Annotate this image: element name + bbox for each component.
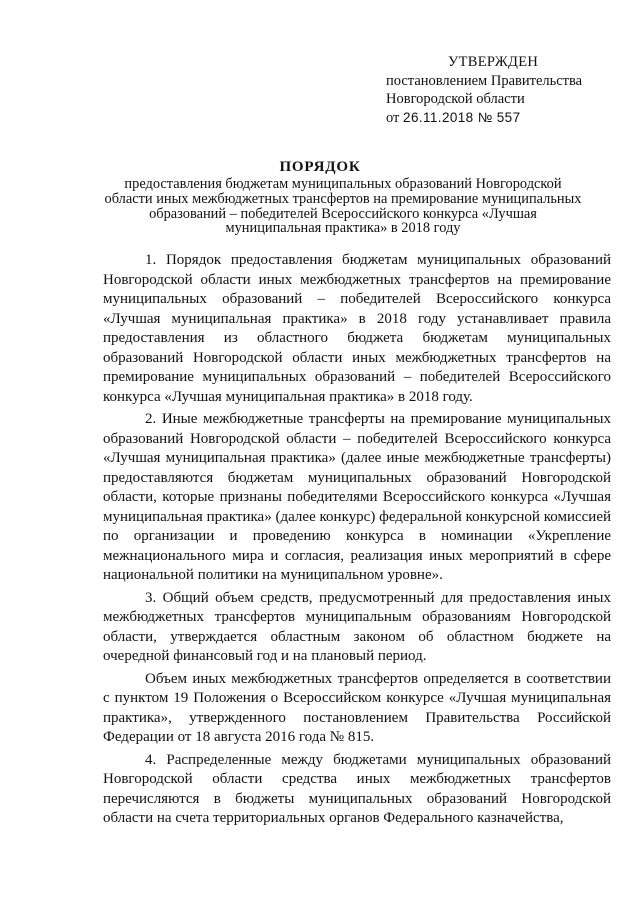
paragraph-3: 3. Общий объем средств, предусмотренный для предоставления иных межбюджетных трансфертов муниципальным образованиям Новгородской области, утверждается областным законом об областном бюджете на очередной финансовый год и на плановый период. <box>103 589 611 664</box>
approval-date-line <box>386 109 626 128</box>
approval-stamp <box>386 53 626 127</box>
paragraph-3-continued: Объем иных межбюджетных трансфертов определяется в соответствии с пунктом 19 Положения о Всероссийском конкурсе «Лучшая муниципальная практика», утвержденного постановлением Правительства Российской Федерации от 18 августа 2016 года № 815. <box>103 670 611 745</box>
approved-region-line: Новгородской области <box>386 91 525 107</box>
approval-date-number: 26.11.2018 № 557 <box>403 109 521 125</box>
paragraph-4: 4. Распределенные между бюджетами муниципальных образований Новгородской области средства иных межбюджетных трансфертов перечисляются в бюджеты муниципальных образований Новгородской области на счета территориальных органов Федерального казначейства, <box>103 751 611 826</box>
document-body <box>103 251 611 832</box>
paragraph-1: 1. Порядок предоставления бюджетам муниципальных образований Новгородской области иных межбюджетных трансфертов на премирование муниципальных образований – победителей Всероссийского конкурса «Лучшая муниципальная практика» в 2018 году устанавливает правила предоставления из областного бюджета бюджетам муниципальных образований Новгородской области иных межбюджетных трансфертов на премирование муниципальных образований – победителей Всероссийского конкурса «Лучшая муниципальная практика» в 2018 году. <box>103 252 611 405</box>
approved-by-line: постановлением Правительства <box>386 72 583 89</box>
approval-date-prefix: от <box>386 109 400 126</box>
approved-heading: УТВЕРЖДЕН <box>448 54 539 70</box>
document-title: ПОРЯДОК <box>279 159 361 175</box>
paragraph-2: 2. Иные межбюджетные трансферты на премирование муниципальных образований Новгородской области – победителей Всероссийского конкурса «Лучшая муниципальная практика» (далее иные межбюджетные трансферты) предоставляются бюджетам муниципальных образований Новгородской области, которые признаны победителями Всероссийского конкурса «Лучшая муниципальная практика» (далее конкурс) федеральной конкурсной комиссией по организации и проведению конкурса в номинации «Укрепление межнационального мира и согласия, реализация иных мероприятий в сфере национальной политики на муниципальном уровне». <box>103 411 611 583</box>
document-subtitle: предоставления бюджетам муниципальных образований Новгородской области иных межбюджетных трансфертов на премирование муниципальных образований – победителей Всероссийского конкурса «Лучшая муниципальная практика» в 2018 году <box>104 176 582 237</box>
